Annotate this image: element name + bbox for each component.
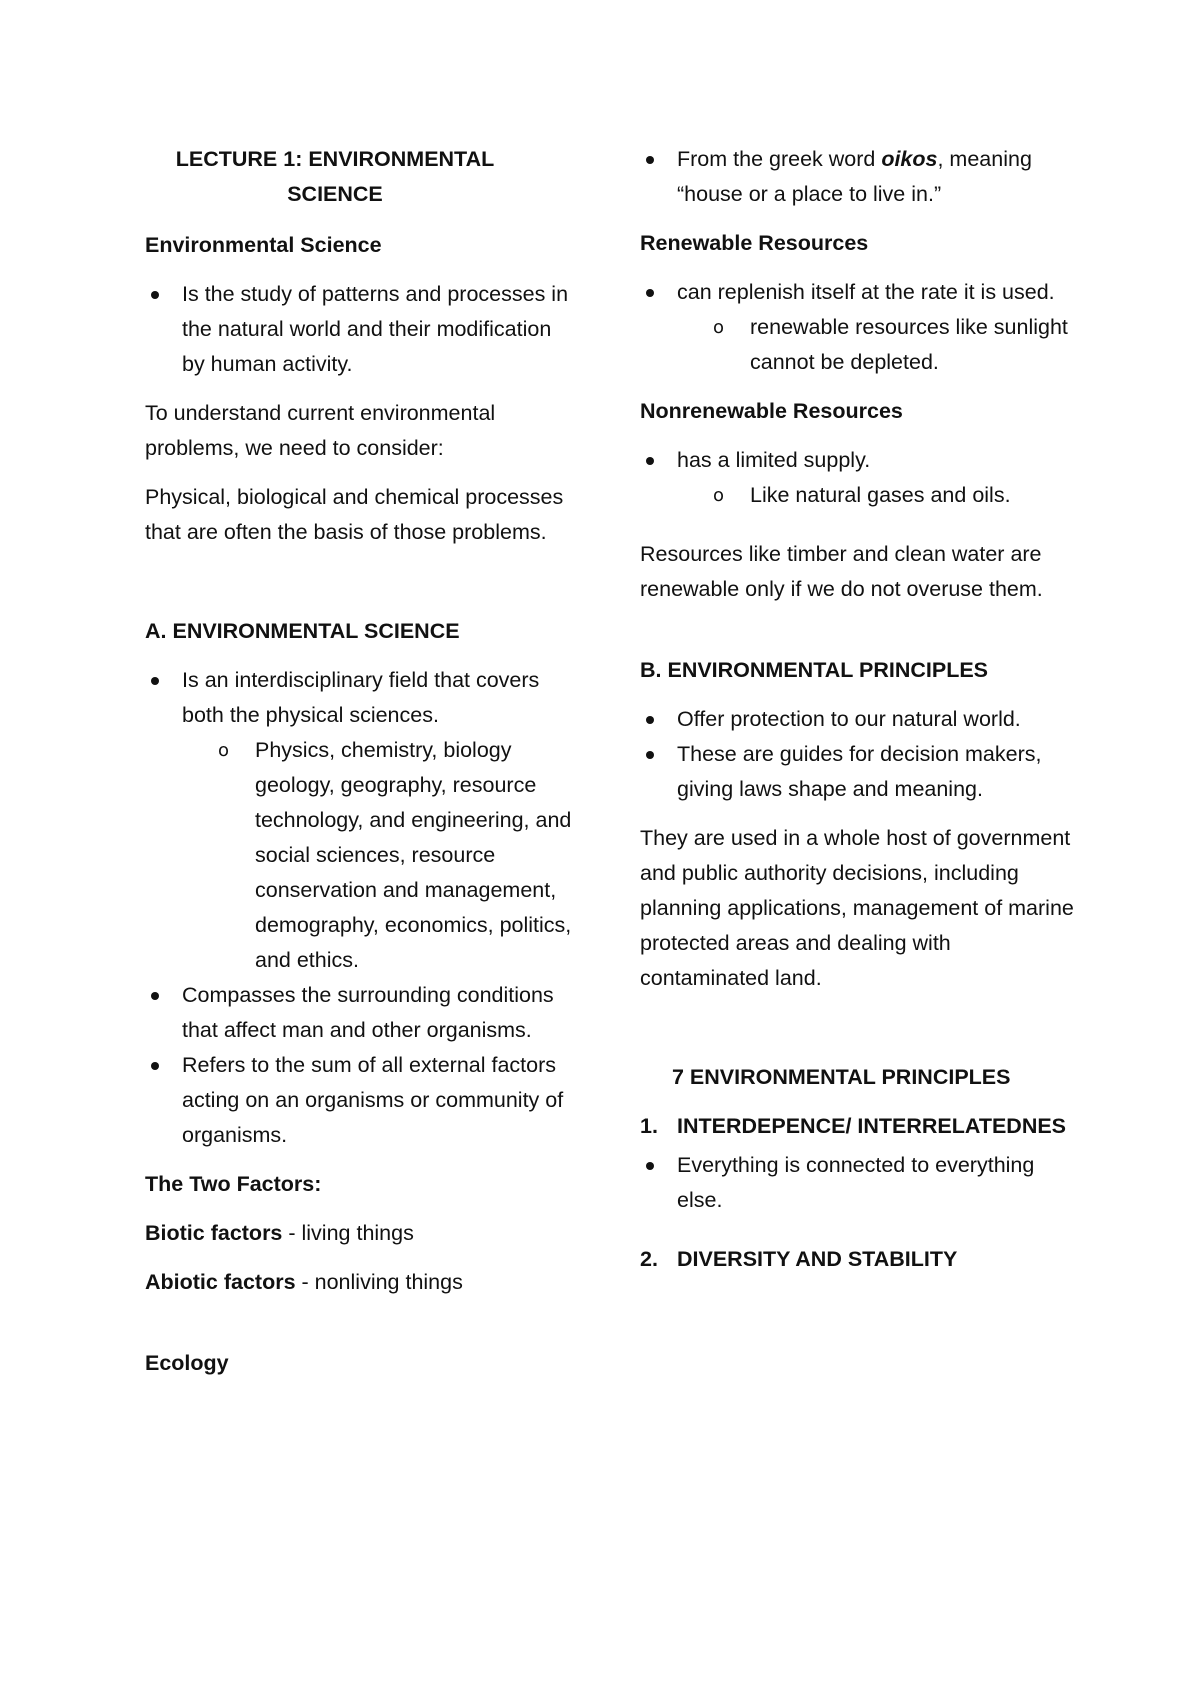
ecology-heading: Ecology (145, 1351, 229, 1375)
section-a-heading: A. ENVIRONMENTAL SCIENCE (145, 619, 460, 643)
sub-list-item-text: Like natural gases and oils. (750, 483, 1011, 507)
resources-paragraph: Resources like timber and clean water are renewable only if we do not overuse them. (640, 542, 1043, 601)
list-item-text: These are guides for decision makers, giving laws shape and meaning. (677, 742, 1042, 801)
filled-dot-icon (646, 751, 654, 759)
list-item (145, 277, 575, 382)
filled-dot-icon (151, 1062, 159, 1070)
list-item (640, 737, 1080, 807)
sub-list-item (182, 733, 575, 978)
list-item-text: Refers to the sum of all external factors acting on an organisms or community of organisms. (182, 1053, 564, 1147)
section-a-list (145, 663, 575, 1153)
title-line-1: LECTURE 1: ENVIRONMENTAL (175, 147, 495, 171)
physical-paragraph: Physical, biological and chemical processes that are often the basis of those problems. (145, 485, 564, 544)
list-item (640, 275, 1080, 380)
sub-list-item-text: renewable resources like sunlight cannot be depleted. (750, 315, 1068, 374)
renewable-list (640, 275, 1080, 380)
title-line-2: SCIENCE (287, 182, 383, 206)
list-item-text: Is the study of patterns and processes in the natural world and their modification by human activity. (182, 282, 569, 376)
sub-list-item-text: Physics, chemistry, biology geology, geography, resource technology, and engineering, and social sciences, resource conservation and management, demography, economics, politics, and ethics. (255, 738, 572, 972)
left-column (145, 142, 575, 1395)
principle-number: 1. (640, 1114, 658, 1138)
list-item-text: has a limited supply. (677, 448, 871, 472)
oikos-suffix: , meaning “house or a place to live in.” (677, 147, 1032, 206)
section-b-list (640, 702, 1080, 807)
env-science-heading: Environmental Science (145, 233, 382, 257)
abiotic-label: Abiotic factors (145, 1270, 296, 1294)
sub-list-item (677, 478, 1080, 513)
sub-list (677, 310, 1080, 380)
hollow-circle-icon: o (713, 317, 725, 338)
filled-dot-icon (646, 156, 654, 164)
abiotic-line (145, 1265, 575, 1300)
biotic-label: Biotic factors (145, 1221, 283, 1245)
section-b-heading: B. ENVIRONMENTAL PRINCIPLES (640, 658, 989, 682)
nonrenewable-heading: Nonrenewable Resources (640, 399, 903, 423)
sub-list-item (677, 310, 1080, 380)
filled-dot-icon (151, 992, 159, 1000)
list-item-text: Everything is connected to everything else. (677, 1153, 1035, 1212)
biotic-text: - living things (282, 1221, 414, 1245)
used-paragraph: They are used in a whole host of government and public authority decisions, including planning applications, management of marine protected areas and dealing with contaminated land. (640, 826, 1074, 990)
biotic-line (145, 1216, 575, 1251)
principle-label: INTERDEPENCE/ INTERRELATEDNES (677, 1114, 1067, 1138)
filled-dot-icon (646, 289, 654, 297)
env-science-list (145, 277, 575, 382)
list-item (640, 702, 1080, 737)
list-item (145, 663, 575, 978)
oikos-list (640, 142, 1080, 212)
list-item (145, 978, 575, 1048)
hollow-circle-icon: o (713, 485, 725, 506)
filled-dot-icon (151, 677, 159, 685)
hollow-circle-icon: o (218, 740, 230, 761)
filled-dot-icon (646, 716, 654, 724)
list-item-text: Compasses the surrounding conditions that affect man and other organisms. (182, 983, 554, 1042)
list-item (640, 142, 1080, 212)
principles-list (640, 1109, 1080, 1144)
principle-1-list (640, 1148, 1080, 1218)
filled-dot-icon (646, 457, 654, 465)
page-title (145, 142, 525, 212)
oikos-prefix: From the greek word (677, 147, 882, 171)
list-item (145, 1048, 575, 1153)
filled-dot-icon (646, 1162, 654, 1170)
principle-item-1 (640, 1109, 1080, 1144)
two-factors-heading: The Two Factors: (145, 1172, 322, 1196)
nonrenewable-list (640, 443, 1080, 513)
right-column (640, 142, 1080, 1281)
understand-paragraph: To understand current environmental problems, we need to consider: (145, 401, 496, 460)
list-item-text: Offer protection to our natural world. (677, 707, 1021, 731)
seven-principles-heading: 7 ENVIRONMENTAL PRINCIPLES (672, 1065, 1011, 1089)
list-item-text: can replenish itself at the rate it is used. (677, 280, 1055, 304)
sub-list (182, 733, 575, 978)
abiotic-text: - nonliving things (295, 1270, 463, 1294)
principle-item-2 (640, 1242, 1080, 1277)
principle-number: 2. (640, 1247, 658, 1271)
filled-dot-icon (151, 291, 159, 299)
list-item-text: Is an interdisciplinary field that covers both the physical sciences. (182, 668, 540, 727)
list-item (640, 443, 1080, 513)
sub-list (677, 478, 1080, 513)
renewable-heading: Renewable Resources (640, 231, 869, 255)
list-item (640, 1148, 1080, 1218)
principle-label: DIVERSITY AND STABILITY (677, 1247, 958, 1271)
oikos-word: oikos (881, 147, 938, 171)
principles-list-continued (640, 1242, 1080, 1277)
